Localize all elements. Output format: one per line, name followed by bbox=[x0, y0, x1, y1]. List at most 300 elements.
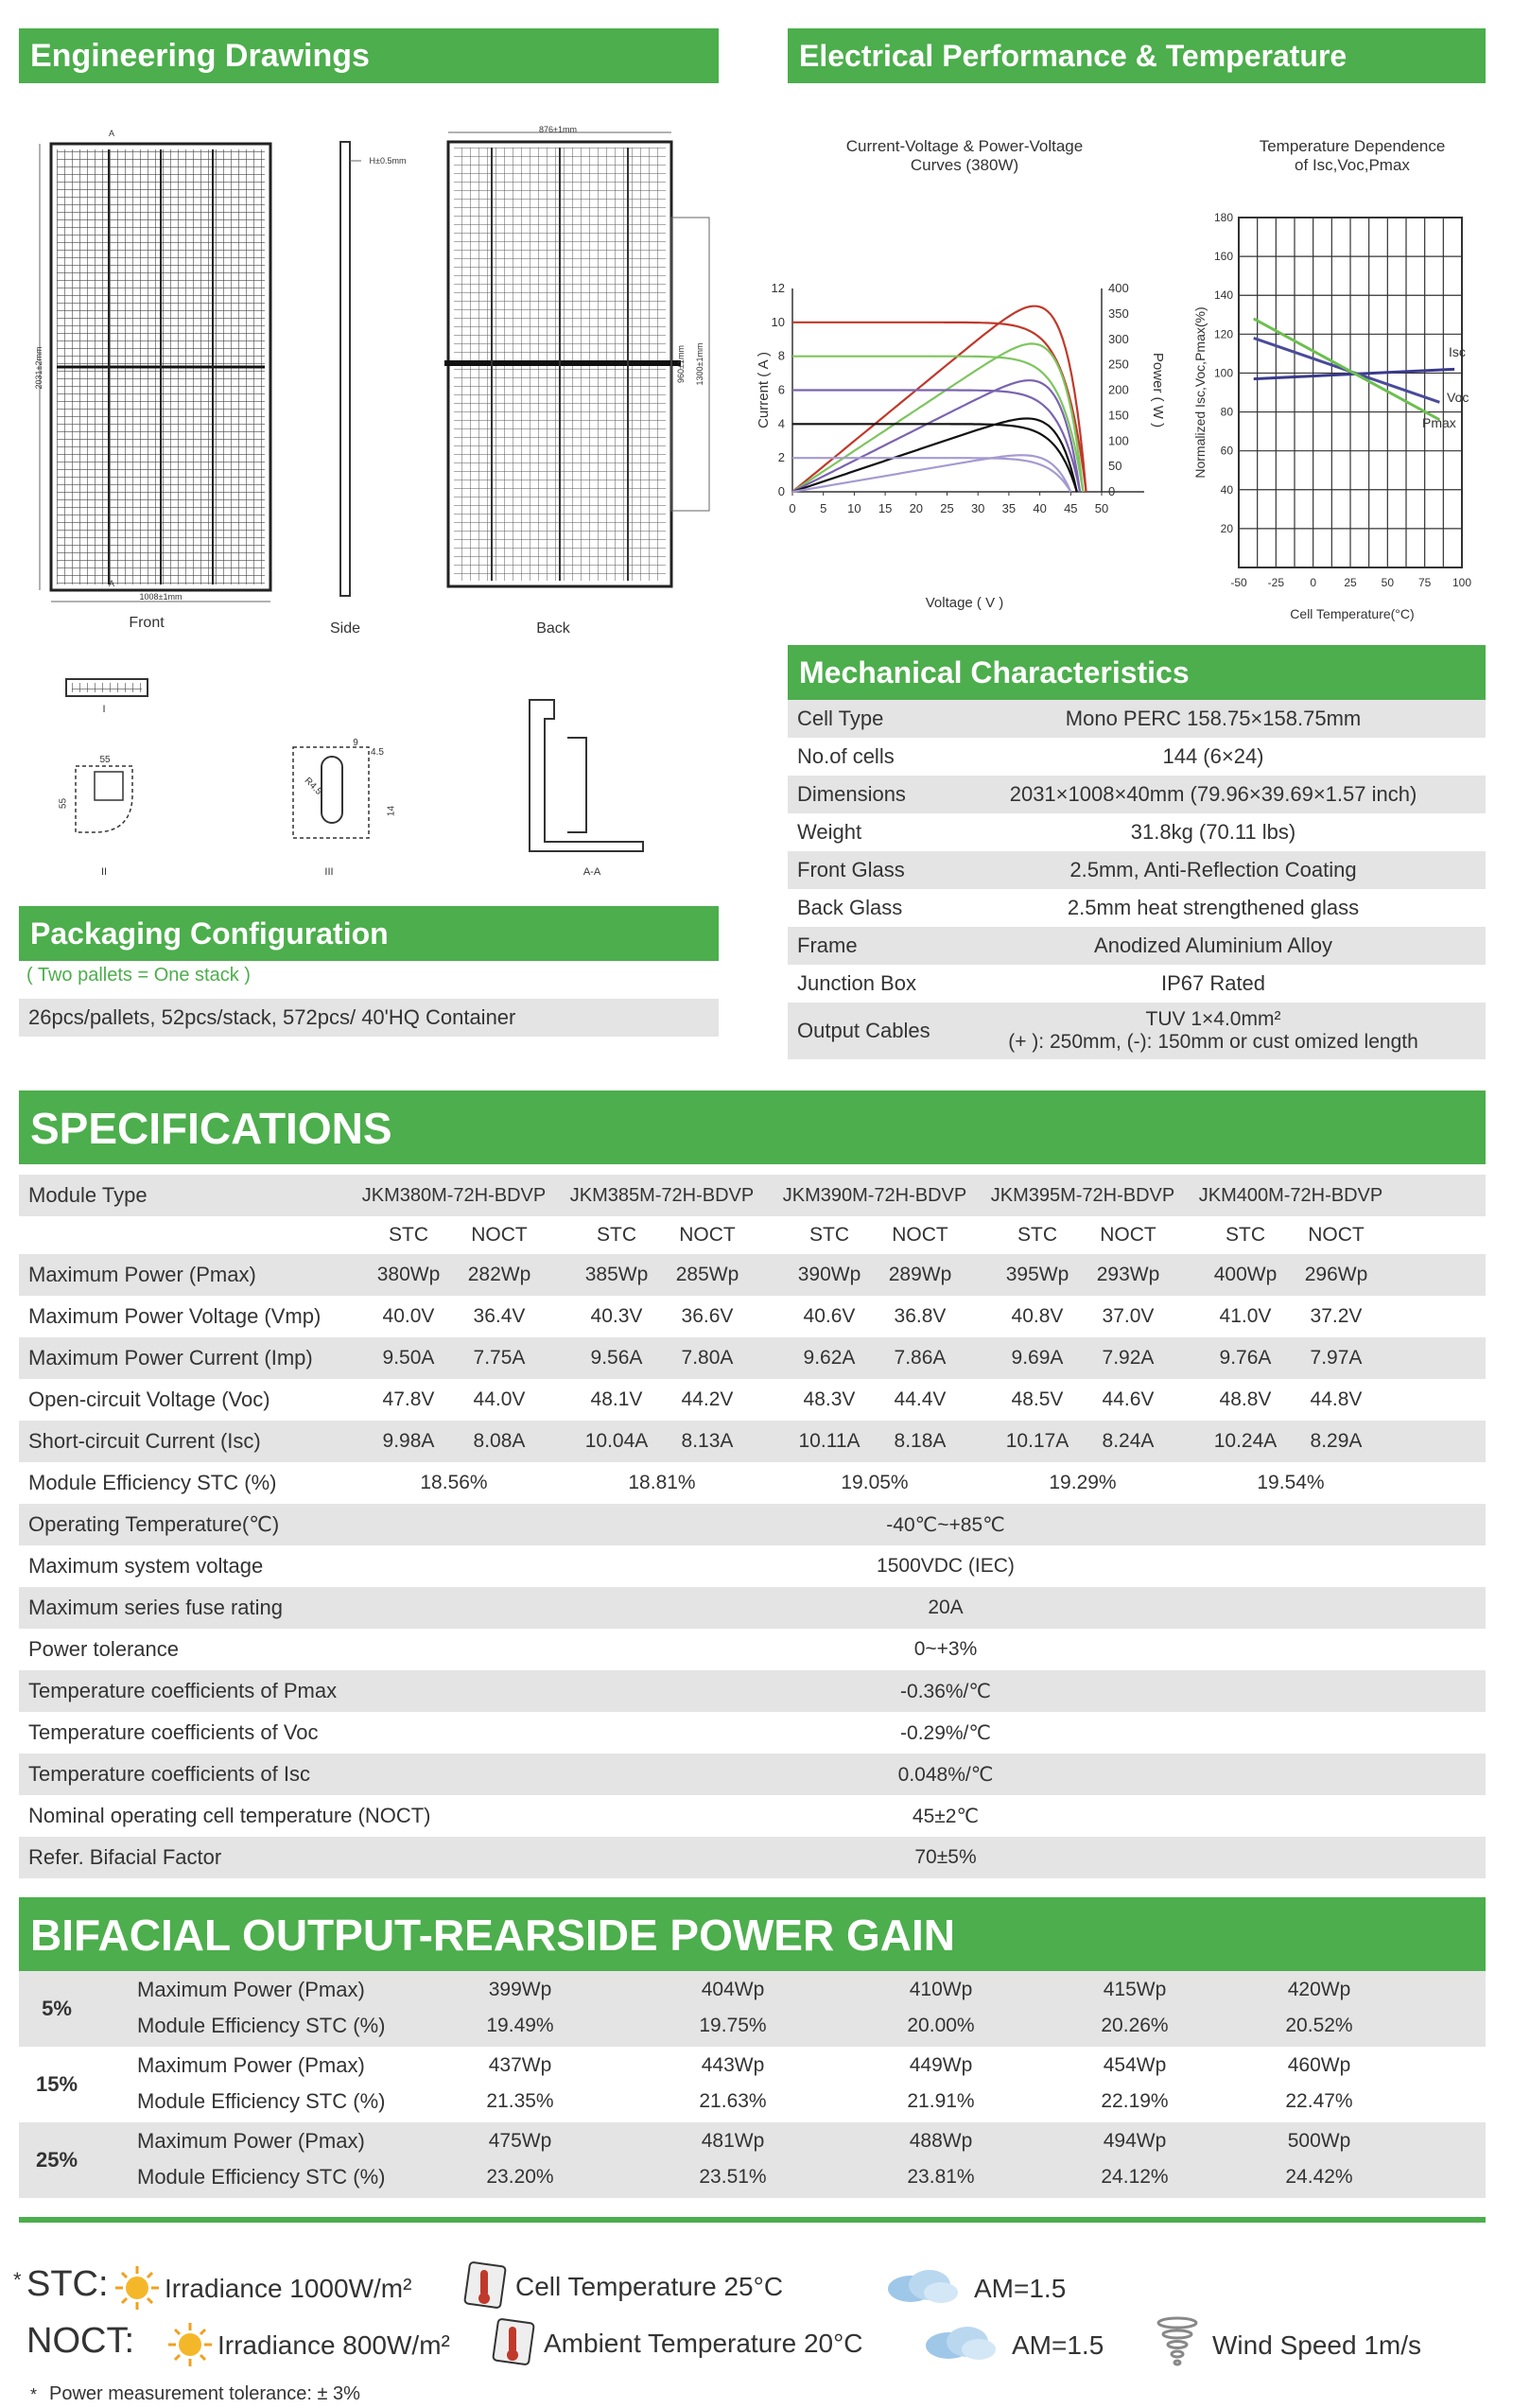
bifacial-eff: 21.63% bbox=[699, 2090, 767, 2112]
spec-label: Module Efficiency STC (%) bbox=[28, 1471, 277, 1494]
bifacial-percent: 25% bbox=[35, 2148, 78, 2172]
y-axis-label: Normalized Isc,Voc,Pmax(%) bbox=[1192, 306, 1208, 479]
noct-header: NOCT bbox=[1100, 1224, 1156, 1246]
x-tick-label: 100 bbox=[1452, 576, 1472, 589]
spec-value: 289Wp bbox=[888, 1264, 952, 1285]
bifacial-power: 420Wp bbox=[1287, 1979, 1351, 2000]
mechanical-row bbox=[788, 851, 1486, 889]
bifacial-eff: 20.52% bbox=[1285, 2015, 1353, 2036]
noct-header: NOCT bbox=[892, 1224, 948, 1246]
y-tick-label: 2 bbox=[777, 450, 785, 465]
electrical-header: Electrical Performance & Temperature Dependence bbox=[788, 28, 1486, 83]
spec-label: Temperature coefficients of Pmax bbox=[28, 1679, 338, 1702]
spec-value: 385Wp bbox=[584, 1264, 649, 1285]
y-tick-label: 160 bbox=[1213, 250, 1233, 264]
spec-value: 9.98A bbox=[382, 1430, 435, 1452]
bifacial-eff: 20.26% bbox=[1101, 2015, 1169, 2036]
detail-55b: 55 bbox=[58, 797, 69, 810]
x-tick-label: 40 bbox=[1033, 501, 1047, 515]
spec-common-value: -40℃~+85℃ bbox=[886, 1513, 1005, 1536]
front-view bbox=[40, 144, 270, 602]
spec-value: 296Wp bbox=[1304, 1264, 1368, 1285]
stc-header: STC bbox=[597, 1224, 636, 1246]
y2-tick-label: 50 bbox=[1108, 459, 1122, 474]
efficiency-value: 18.81% bbox=[628, 1472, 696, 1493]
spec-row bbox=[19, 1795, 1486, 1837]
y-tick-label: 120 bbox=[1213, 327, 1233, 341]
spec-value: 8.08A bbox=[473, 1430, 526, 1452]
spec-value: 36.8V bbox=[894, 1305, 947, 1327]
y-tick-label: 8 bbox=[777, 348, 785, 363]
spec-row bbox=[19, 1837, 1486, 1878]
x-tick-label: 75 bbox=[1417, 576, 1432, 589]
sun-icon bbox=[166, 2321, 214, 2368]
mechanical-value: Mono PERC 158.75×158.75mm bbox=[1065, 707, 1362, 730]
spec-value: 41.0V bbox=[1219, 1305, 1272, 1327]
spec-value: 9.56A bbox=[590, 1347, 643, 1369]
y-tick-label: 6 bbox=[777, 382, 785, 397]
temp-title-line1: Temperature Dependence bbox=[1259, 137, 1446, 155]
bifacial-eff: 21.91% bbox=[907, 2090, 975, 2112]
y-tick-label: 10 bbox=[771, 314, 785, 329]
mechanical-label: No.of cells bbox=[797, 744, 895, 768]
x-tick-label: 0 bbox=[789, 501, 796, 515]
spec-row bbox=[19, 1296, 1486, 1337]
packaging-note: ( Two pallets = One stack ) bbox=[26, 965, 251, 986]
spec-value: 8.13A bbox=[681, 1430, 734, 1452]
spec-value: 9.69A bbox=[1011, 1347, 1064, 1369]
iv-chart-title bbox=[846, 137, 1083, 174]
efficiency-value: 19.54% bbox=[1257, 1472, 1325, 1493]
spec-value: 390Wp bbox=[797, 1264, 861, 1285]
spec-value: 293Wp bbox=[1096, 1264, 1160, 1285]
side-label: Side bbox=[329, 620, 361, 637]
side-view bbox=[340, 142, 361, 596]
thermometer-icon bbox=[463, 2260, 507, 2310]
spec-value: 7.75A bbox=[473, 1347, 526, 1369]
bifacial-power: 454Wp bbox=[1103, 2054, 1167, 2076]
bifacial-eff: 21.35% bbox=[486, 2090, 554, 2112]
label-a-top: A bbox=[108, 129, 114, 138]
spec-value: 10.04A bbox=[584, 1430, 649, 1452]
stc-am: AM=1.5 bbox=[974, 2274, 1067, 2303]
noct-wind: Wind Speed 1m/s bbox=[1212, 2330, 1421, 2360]
spec-value: 7.86A bbox=[894, 1347, 947, 1369]
spec-row-module-type bbox=[19, 1175, 1486, 1216]
packaging-header: Packaging Configuration bbox=[19, 906, 719, 961]
mechanical-row bbox=[788, 776, 1486, 813]
x-tick-label: 50 bbox=[1094, 501, 1109, 515]
mechanical-table bbox=[788, 700, 1486, 1069]
bifacial-eff: 23.51% bbox=[699, 2166, 767, 2188]
spec-row bbox=[19, 1421, 1486, 1462]
bifacial-eff: 19.75% bbox=[699, 2015, 767, 2036]
spec-value: 36.6V bbox=[681, 1305, 734, 1327]
y2-tick-label: 350 bbox=[1108, 305, 1129, 321]
spec-common-value: 20A bbox=[928, 1597, 964, 1618]
spec-common-value: -0.29%/℃ bbox=[900, 1721, 991, 1744]
front-label: Front bbox=[129, 615, 165, 631]
spec-value: 8.24A bbox=[1102, 1430, 1155, 1452]
stc-header: STC bbox=[1226, 1224, 1265, 1246]
bifacial-group bbox=[19, 2122, 1486, 2198]
dim-back-width: 876±1mm bbox=[539, 125, 577, 134]
spec-common-value: 0.048%/℃ bbox=[897, 1763, 994, 1786]
mechanical-label: Junction Box bbox=[797, 971, 916, 995]
mechanical-header: Mechanical Characteristics bbox=[788, 645, 1486, 700]
bifacial-eff: 20.00% bbox=[907, 2015, 975, 2036]
spec-label: Operating Temperature(℃) bbox=[28, 1512, 280, 1536]
x-tick-label: 25 bbox=[1344, 576, 1357, 589]
y2-tick-label: 0 bbox=[1108, 484, 1116, 498]
detail-r: R4.5 bbox=[302, 776, 324, 797]
spec-value: 282Wp bbox=[467, 1264, 531, 1285]
bifacial-group bbox=[19, 1971, 1486, 2047]
spec-value: 9.76A bbox=[1219, 1347, 1272, 1369]
y2-tick-label: 250 bbox=[1108, 357, 1129, 372]
detail-14: 14 bbox=[386, 805, 397, 817]
bifacial-percent: 5% bbox=[42, 1997, 72, 2020]
spec-row bbox=[19, 1587, 1486, 1629]
mechanical-value: 144 (6×24) bbox=[1162, 744, 1264, 768]
spec-label: Maximum Power (Pmax) bbox=[28, 1263, 256, 1286]
bifacial-eff: 24.12% bbox=[1101, 2166, 1169, 2188]
x-tick-label: 35 bbox=[1001, 501, 1017, 515]
mechanical-label: Frame bbox=[797, 934, 858, 957]
tornado-icon bbox=[1154, 2315, 1201, 2368]
mechanical-value bbox=[958, 1003, 1469, 1059]
dim-height: 2031±2mm bbox=[34, 346, 43, 390]
x-tick-label: 0 bbox=[1310, 576, 1317, 589]
mechanical-label: Back Glass bbox=[797, 896, 903, 919]
spec-label: Maximum series fuse rating bbox=[28, 1596, 283, 1619]
bifacial-percent: 15% bbox=[35, 2072, 78, 2096]
y-tick-label: 4 bbox=[777, 416, 785, 431]
spec-value: 7.92A bbox=[1102, 1347, 1155, 1369]
spec-value: 47.8V bbox=[382, 1388, 435, 1410]
iv-title-line1: Current-Voltage & Power-Voltage bbox=[845, 137, 1084, 155]
stc-temperature: Cell Temperature 25°C bbox=[515, 2272, 784, 2301]
spec-label: Temperature coefficients of Isc bbox=[28, 1762, 310, 1786]
model-name: JKM390M-72H-BDVP bbox=[782, 1184, 967, 1206]
spec-row bbox=[19, 1712, 1486, 1754]
spec-value: 285Wp bbox=[675, 1264, 739, 1285]
mechanical-row bbox=[788, 965, 1486, 1003]
x-tick-label: 10 bbox=[847, 501, 861, 515]
spec-value: 48.8V bbox=[1219, 1388, 1272, 1410]
bifacial-eff: 24.42% bbox=[1285, 2166, 1353, 2188]
mechanical-value: 2.5mm heat strengthened glass bbox=[1067, 896, 1360, 919]
x-tick-label: 20 bbox=[909, 501, 924, 515]
mechanical-label: Dimensions bbox=[797, 782, 906, 806]
spec-value: 10.17A bbox=[1005, 1430, 1069, 1452]
spec-common-value: -0.36%/℃ bbox=[900, 1680, 991, 1702]
detail-iii-label: III bbox=[324, 866, 334, 878]
mechanical-row bbox=[788, 813, 1486, 851]
spec-label: Short-circuit Current (Isc) bbox=[28, 1429, 261, 1453]
bifacial-power: 449Wp bbox=[909, 2054, 973, 2076]
spec-common-value: 70±5% bbox=[914, 1846, 977, 1868]
x-tick-label: -25 bbox=[1267, 576, 1285, 589]
mechanical-label: Weight bbox=[797, 820, 862, 844]
spec-value: 48.3V bbox=[803, 1388, 856, 1410]
x-tick-label: 15 bbox=[878, 501, 893, 515]
spec-value: 395Wp bbox=[1005, 1264, 1069, 1285]
bifacial-power: 494Wp bbox=[1103, 2130, 1167, 2152]
specifications-table bbox=[19, 1175, 1486, 1884]
stc-header: STC bbox=[389, 1224, 428, 1246]
spec-label: Maximum Power Current (Imp) bbox=[28, 1346, 313, 1370]
bifacial-label-power: Maximum Power (Pmax) bbox=[137, 2053, 365, 2077]
footnote-star: * bbox=[30, 2385, 38, 2404]
series-label-voc: Voc bbox=[1447, 390, 1469, 405]
spec-row bbox=[19, 1254, 1486, 1296]
spec-label: Open-circuit Voltage (Voc) bbox=[28, 1387, 270, 1411]
thermometer-icon bbox=[492, 2317, 535, 2366]
spec-label: Maximum Power Voltage (Vmp) bbox=[28, 1304, 322, 1328]
noct-header: NOCT bbox=[679, 1224, 736, 1246]
mechanical-label: Front Glass bbox=[797, 858, 905, 881]
spec-value: 8.18A bbox=[894, 1430, 947, 1452]
y2-tick-label: 300 bbox=[1108, 331, 1129, 346]
spec-value: 37.2V bbox=[1310, 1305, 1363, 1327]
series-label-isc: Isc bbox=[1449, 344, 1466, 359]
spec-value: 40.8V bbox=[1011, 1305, 1064, 1327]
y-tick-label: 40 bbox=[1220, 482, 1233, 497]
x-tick-label: 25 bbox=[940, 501, 954, 515]
spec-common-value: 45±2℃ bbox=[912, 1805, 980, 1827]
bifacial-power: 488Wp bbox=[909, 2130, 973, 2152]
bifacial-header: BIFACIAL OUTPUT-REARSIDE POWER GAIN bbox=[19, 1897, 1486, 1971]
efficiency-value: 19.05% bbox=[841, 1472, 909, 1493]
footnote: Power measurement tolerance: ± 3% bbox=[49, 2383, 360, 2404]
packaging-text: 26pcs/pallets, 52pcs/stack, 572pcs/ 40'HQ Container bbox=[19, 999, 719, 1037]
bifacial-eff: 22.47% bbox=[1285, 2090, 1353, 2112]
dim-mount2: 1300±1mm bbox=[695, 342, 704, 386]
spec-value: 48.5V bbox=[1011, 1388, 1064, 1410]
bifacial-label-eff: Module Efficiency STC (%) bbox=[137, 2089, 386, 2113]
mechanical-value: 31.8kg (70.11 lbs) bbox=[1130, 820, 1296, 844]
detail-ii bbox=[76, 766, 132, 832]
spec-row-efficiency bbox=[19, 1462, 1486, 1504]
engineering-header: Engineering Drawings bbox=[19, 28, 719, 83]
bifacial-divider bbox=[19, 2217, 1486, 2223]
spec-row bbox=[19, 1629, 1486, 1670]
bifacial-power: 481Wp bbox=[701, 2130, 765, 2152]
bifacial-eff: 23.20% bbox=[486, 2166, 554, 2188]
bifacial-eff: 23.81% bbox=[907, 2166, 975, 2188]
mechanical-value-line2: (+ ): 250mm, (-): 150mm or cust omized length bbox=[1008, 1031, 1418, 1053]
spec-value: 44.6V bbox=[1102, 1388, 1155, 1410]
spec-value: 9.62A bbox=[803, 1347, 856, 1369]
noct-header: NOCT bbox=[471, 1224, 528, 1246]
dim-mount: 960±1mm bbox=[676, 345, 686, 383]
x-axis-label: Cell Temperature(°C) bbox=[1290, 606, 1415, 621]
spec-value: 44.2V bbox=[681, 1388, 734, 1410]
mechanical-label: Cell Type bbox=[797, 707, 884, 730]
bifacial-power: 415Wp bbox=[1103, 1979, 1167, 2000]
bifacial-power: 443Wp bbox=[701, 2054, 765, 2076]
spec-row bbox=[19, 1379, 1486, 1421]
spec-label: Module Type bbox=[28, 1183, 148, 1207]
spec-value: 40.3V bbox=[590, 1305, 643, 1327]
mechanical-value: Anodized Aluminium Alloy bbox=[1094, 934, 1332, 957]
bifacial-power: 475Wp bbox=[488, 2130, 552, 2152]
x-tick-label: 5 bbox=[820, 501, 827, 515]
spec-value: 9.50A bbox=[382, 1347, 435, 1369]
efficiency-value: 19.29% bbox=[1049, 1472, 1117, 1493]
y2-axis-label: Power ( W ) bbox=[1150, 352, 1166, 428]
stc-header: STC bbox=[809, 1224, 849, 1246]
bifacial-power: 410Wp bbox=[909, 1979, 973, 2000]
bifacial-power: 399Wp bbox=[488, 1979, 552, 2000]
spec-value: 8.29A bbox=[1310, 1430, 1363, 1452]
stc-star: * bbox=[13, 2268, 22, 2292]
mechanical-value: 2031×1008×40mm (79.96×39.69×1.57 inch) bbox=[1009, 782, 1417, 806]
model-name: JKM400M-72H-BDVP bbox=[1198, 1184, 1383, 1206]
y2-tick-label: 150 bbox=[1108, 408, 1129, 423]
y-tick-label: 60 bbox=[1220, 444, 1233, 458]
y-tick-label: 140 bbox=[1213, 288, 1233, 303]
spec-row-conditions bbox=[19, 1216, 1486, 1254]
y-axis-label: Current ( A ) bbox=[756, 352, 772, 428]
y2-tick-label: 100 bbox=[1108, 433, 1129, 448]
specifications-header: SPECIFICATIONS bbox=[19, 1091, 1486, 1164]
spec-value: 48.1V bbox=[590, 1388, 643, 1410]
spec-label: Refer. Bifacial Factor bbox=[28, 1845, 222, 1869]
back-view bbox=[444, 132, 709, 586]
y-tick-label: 80 bbox=[1220, 405, 1233, 419]
mechanical-row bbox=[788, 738, 1486, 776]
x-tick-label: -50 bbox=[1230, 576, 1247, 589]
bifacial-label-eff: Module Efficiency STC (%) bbox=[137, 2014, 386, 2037]
iv-pv-chart bbox=[747, 123, 1182, 634]
noct-temperature: Ambient Temperature 20°C bbox=[544, 2329, 863, 2358]
x-axis-label: Voltage ( V ) bbox=[925, 595, 1004, 611]
spec-row bbox=[19, 1504, 1486, 1545]
dim-side: H±0.5mm bbox=[369, 156, 407, 166]
model-name: JKM395M-72H-BDVP bbox=[990, 1184, 1175, 1206]
y2-tick-label: 400 bbox=[1108, 281, 1129, 295]
spec-label: Maximum system voltage bbox=[28, 1554, 264, 1578]
model-name: JKM380M-72H-BDVP bbox=[361, 1184, 547, 1206]
bifacial-group bbox=[19, 2047, 1486, 2122]
mechanical-row bbox=[788, 700, 1486, 738]
y-tick-label: 12 bbox=[771, 281, 785, 295]
spec-label: Power tolerance bbox=[28, 1637, 179, 1661]
mechanical-row bbox=[788, 1003, 1486, 1059]
spec-value: 36.4V bbox=[473, 1305, 526, 1327]
detail-i-label: I bbox=[102, 704, 106, 715]
spec-row bbox=[19, 1754, 1486, 1795]
mechanical-row bbox=[788, 927, 1486, 965]
bifacial-eff: 22.19% bbox=[1101, 2090, 1169, 2112]
sun-icon bbox=[113, 2264, 161, 2312]
spec-common-value: 0~+3% bbox=[913, 1638, 978, 1660]
bifacial-label-power: Maximum Power (Pmax) bbox=[137, 2129, 365, 2153]
mechanical-value: 2.5mm, Anti-Reflection Coating bbox=[1069, 858, 1357, 881]
bifacial-power: 500Wp bbox=[1287, 2130, 1351, 2152]
engineering-drawings bbox=[19, 113, 719, 899]
iv-title-line2: Curves (380W) bbox=[910, 156, 1019, 174]
back-label: Back bbox=[536, 620, 570, 637]
cloud-icon bbox=[884, 2260, 960, 2308]
detail-aa-label: A-A bbox=[582, 866, 601, 878]
spec-value: 10.11A bbox=[798, 1430, 861, 1452]
pv-curve bbox=[792, 306, 1087, 492]
x-tick-label: 45 bbox=[1064, 501, 1078, 515]
detail-aa bbox=[530, 700, 643, 851]
dim-width: 1008±1mm bbox=[139, 592, 183, 602]
detail-i bbox=[66, 679, 148, 696]
x-tick-label: 30 bbox=[970, 501, 985, 515]
mechanical-row bbox=[788, 889, 1486, 927]
detail-9: 9 bbox=[353, 738, 358, 748]
detail-iii bbox=[293, 747, 369, 838]
noct-irradiance: Irradiance 800W/m² bbox=[217, 2330, 450, 2360]
detail-ii-label: II bbox=[100, 866, 108, 878]
spec-value: 44.8V bbox=[1310, 1388, 1363, 1410]
cloud-icon bbox=[922, 2317, 998, 2364]
spec-value: 44.4V bbox=[894, 1388, 947, 1410]
stc-header: STC bbox=[1017, 1224, 1057, 1246]
spec-value: 40.0V bbox=[382, 1305, 435, 1327]
x-tick-label: 50 bbox=[1381, 576, 1395, 589]
model-name: JKM385M-72H-BDVP bbox=[569, 1184, 755, 1206]
label-a-bottom: A bbox=[108, 579, 114, 588]
noct-header: NOCT bbox=[1308, 1224, 1365, 1246]
y-tick-label: 100 bbox=[1213, 366, 1233, 380]
mechanical-value: IP67 Rated bbox=[1160, 971, 1266, 995]
spec-label: Nominal operating cell temperature (NOCT) bbox=[28, 1804, 431, 1827]
bifacial-power: 460Wp bbox=[1287, 2054, 1351, 2076]
y-tick-label: 0 bbox=[777, 484, 785, 498]
spec-row bbox=[19, 1670, 1486, 1712]
spec-label: Temperature coefficients of Voc bbox=[28, 1720, 319, 1744]
spec-value: 7.80A bbox=[681, 1347, 734, 1369]
bifacial-eff: 19.49% bbox=[486, 2015, 554, 2036]
noct-label: NOCT: bbox=[26, 2321, 134, 2361]
temperature-chart bbox=[1182, 123, 1504, 634]
bifacial-label-eff: Module Efficiency STC (%) bbox=[137, 2165, 386, 2189]
spec-value: 37.0V bbox=[1102, 1305, 1155, 1327]
mechanical-value-line1: TUV 1×4.0mm² bbox=[1145, 1008, 1281, 1030]
noct-am: AM=1.5 bbox=[1012, 2330, 1104, 2360]
bifacial-power: 404Wp bbox=[701, 1979, 765, 2000]
spec-value: 400Wp bbox=[1213, 1264, 1278, 1285]
temp-chart-title bbox=[1260, 137, 1446, 174]
spec-common-value: 1500VDC (IEC) bbox=[877, 1555, 1015, 1577]
spec-value: 44.0V bbox=[473, 1388, 526, 1410]
spec-value: 10.24A bbox=[1213, 1430, 1278, 1452]
y2-tick-label: 200 bbox=[1108, 382, 1129, 397]
spec-value: 7.97A bbox=[1310, 1347, 1363, 1369]
bifacial-power: 437Wp bbox=[488, 2054, 552, 2076]
efficiency-value: 18.56% bbox=[420, 1472, 488, 1493]
mechanical-label: Output Cables bbox=[797, 1019, 930, 1042]
detail-55a: 55 bbox=[99, 755, 111, 765]
series-label-pmax: Pmax bbox=[1422, 415, 1456, 430]
spec-value: 40.6V bbox=[803, 1305, 856, 1327]
bifacial-table bbox=[19, 1971, 1486, 2198]
spec-value: 380Wp bbox=[376, 1264, 441, 1285]
detail-45: 4.5 bbox=[371, 747, 384, 758]
stc-irradiance: Irradiance 1000W/m² bbox=[165, 2274, 412, 2303]
stc-label: STC: bbox=[26, 2264, 109, 2304]
spec-row bbox=[19, 1545, 1486, 1587]
y-tick-label: 180 bbox=[1213, 211, 1233, 224]
spec-row bbox=[19, 1337, 1486, 1379]
